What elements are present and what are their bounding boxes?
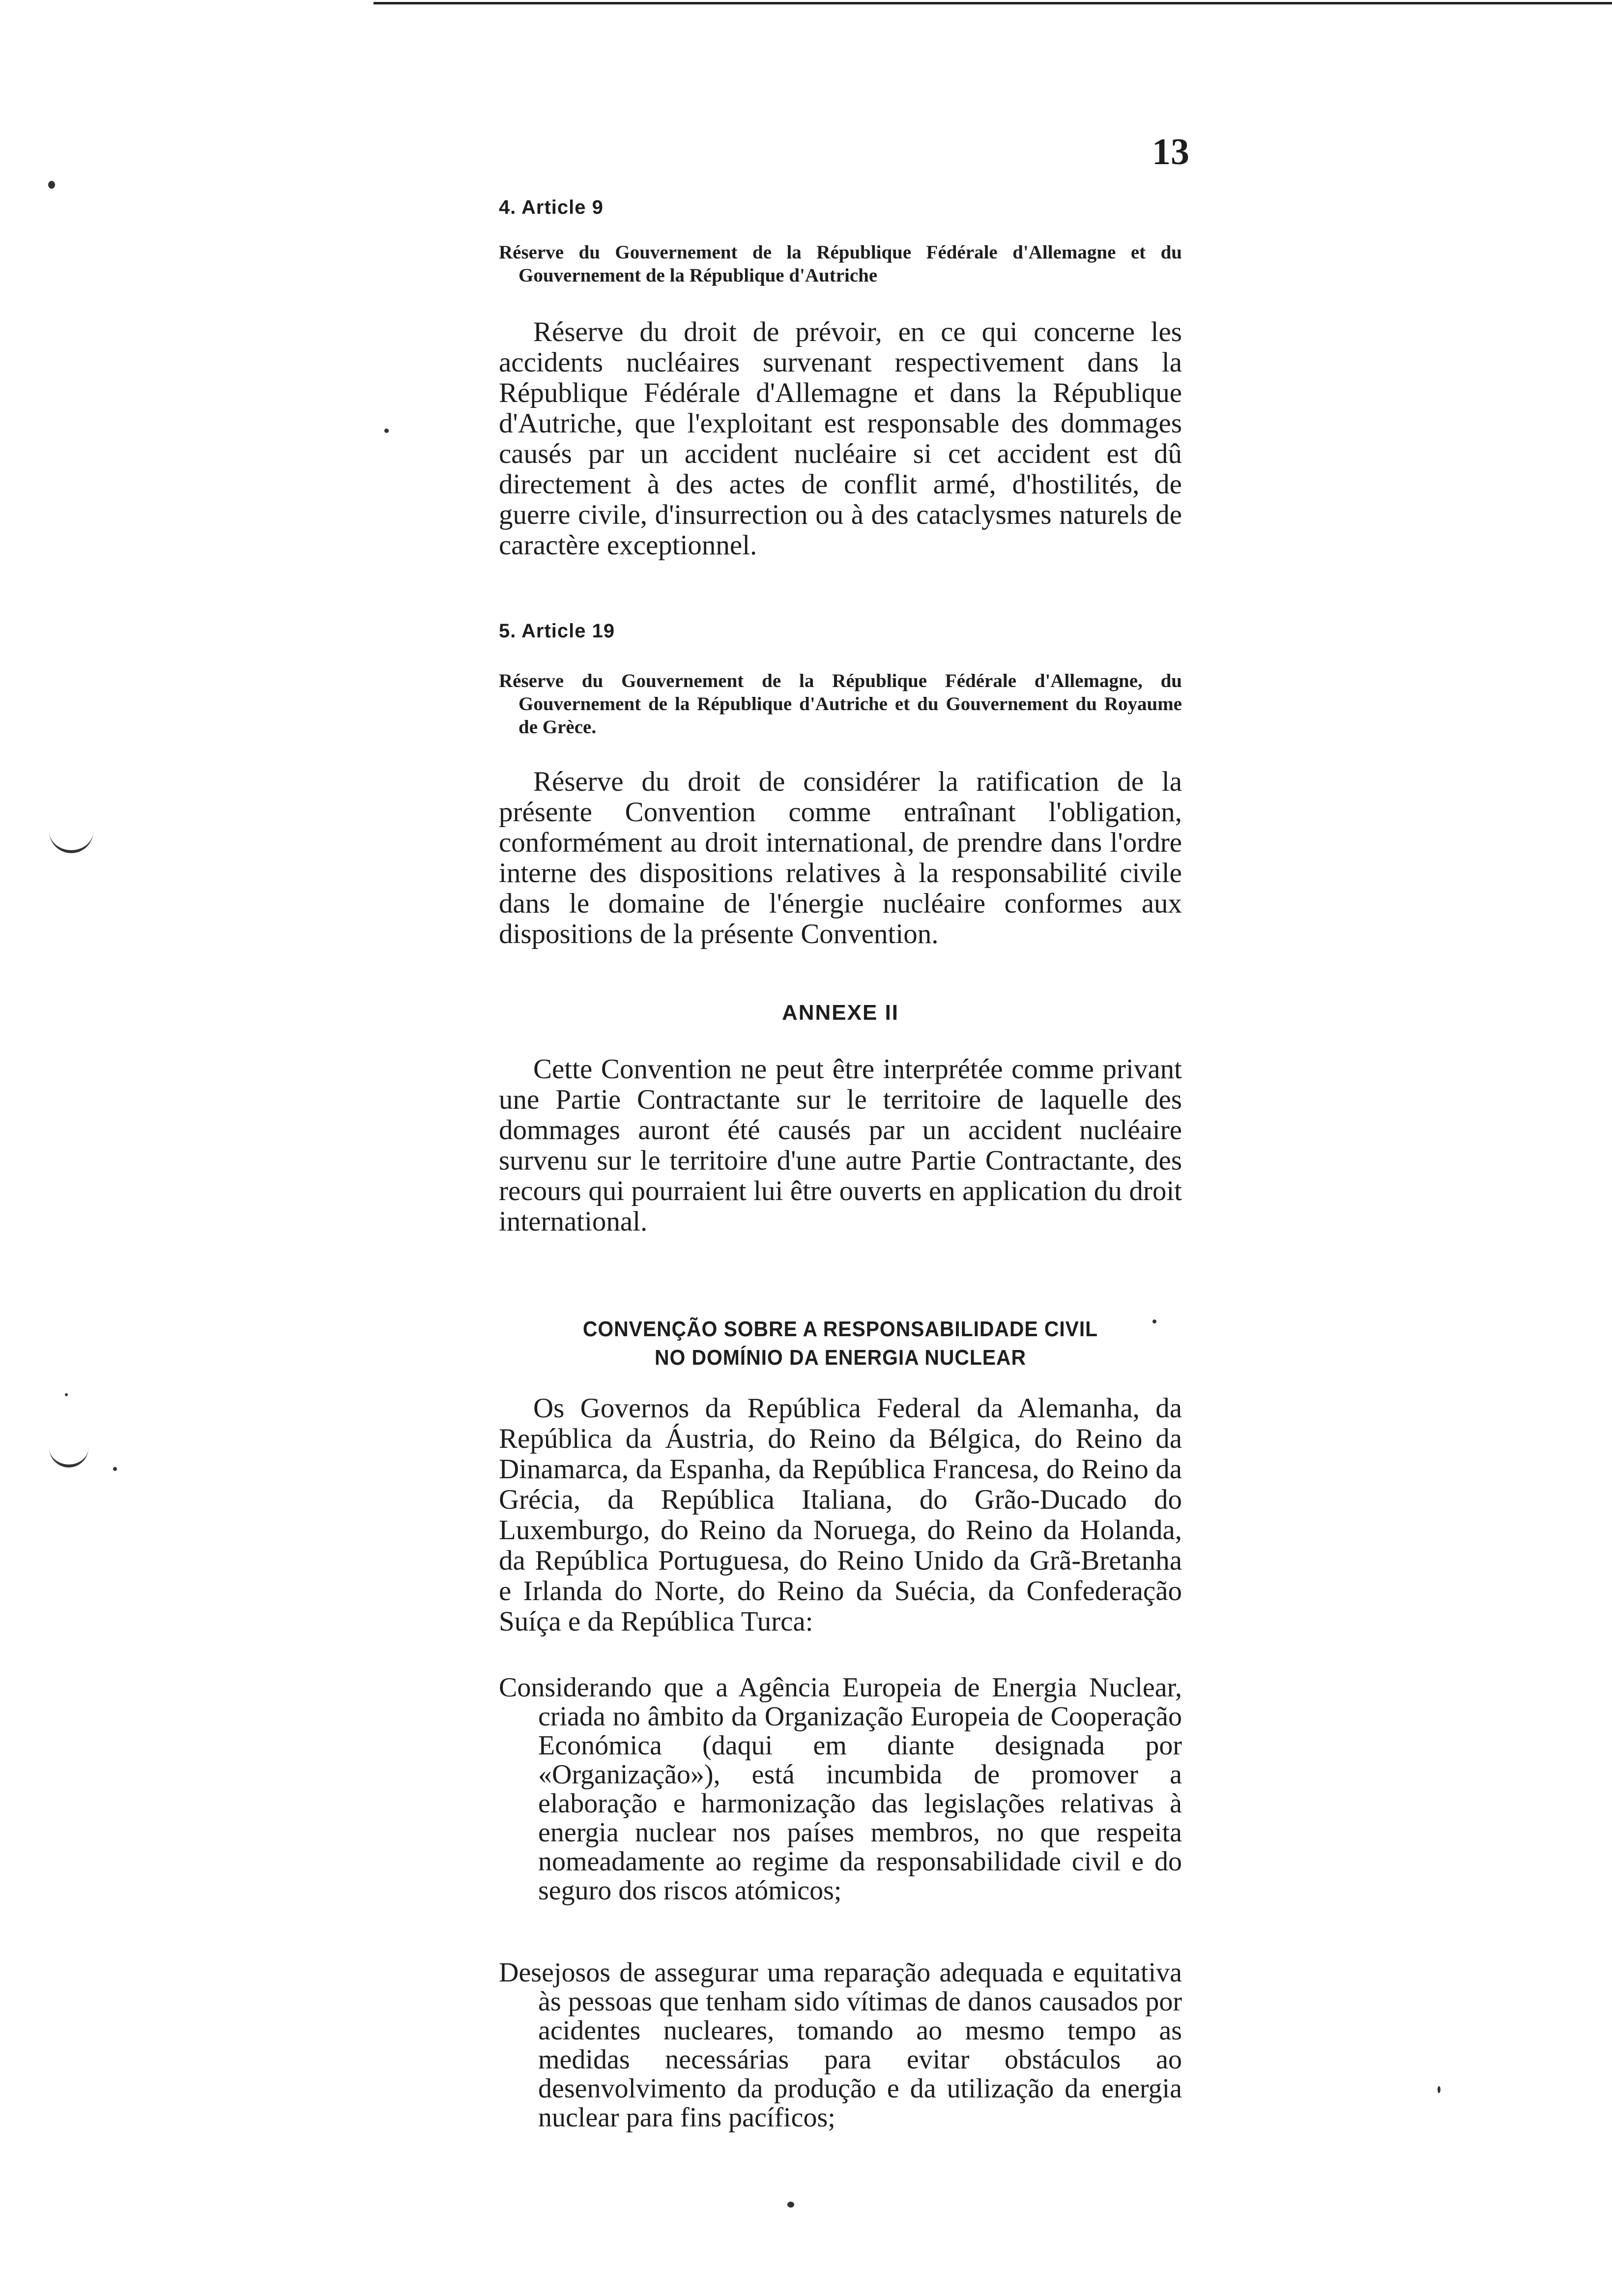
article-9-body-block [499,317,1182,561]
scan-speck [1152,1320,1156,1323]
article-19-heading: 5. Article 19 [499,620,615,642]
article-19-body-block [499,767,1182,949]
section-article-19 [499,620,1182,642]
convention-pt-parties: Os Governos da República Federal da Alemanha, da República da Áustria, do Reino da Bélgica, do Reino da Dinamarca, da Espanha, da República Francesa, do Reino da Grécia, da República Italiana, do Grão-Ducado do Luxemburgo, do Reino da Noruega, do Reino da Holanda, da República Portuguesa, do Reino Unido da Grã-Bretanha e Irlanda do Norte, do Reino da Suécia, da Confederação Suíça e da República Turca: [499,1393,1182,1637]
convention-pt-title [499,1315,1182,1372]
article-19-reserve [499,669,1182,739]
page-number: 13 [1152,131,1189,172]
scan-speck [787,2202,794,2208]
scan-mark [49,816,93,853]
scan-speck [65,1393,68,1396]
scan-speck [48,181,55,189]
article-9-reserve [499,241,1182,287]
article-9-heading: 4. Article 9 [499,197,604,218]
scan-speck [384,429,389,433]
convention-pt-considerando-block [499,1673,1182,1905]
convention-pt-considerando: Considerando que a Agência Europeia de Energia Nuclear, criada no âmbito da Organização Europeia de Cooperação Económica (daqui em diante designada por «Organização»), está incumbida de promover a elaboração e harmonização das legislações relativas à energia nuclear nos países membros, no que respeita nomeadamente ao regime da responsabilidade civil e do seguro dos riscos atómicos; [499,1672,1182,1906]
article-9-body: Réserve du droit de prévoir, en ce qui concerne les accidents nucléaires survenant respectivement dans la République Fédérale d'Allemagne et dans la République d'Autriche, que l'exploitant est responsable des dommages causés par un accident nucléaire si cet accident est dû directement à des actes de conflit armé, d'hostilités, de guerre civile, d'insurrection ou à des cataclysmes naturels de caractère exceptionnel. [499,316,1182,561]
convention-pt-desejosos-block [499,1958,1182,2132]
article-19-body: Réserve du droit de considérer la ratification de la présente Convention comme entraînant l'obligation, conformément au droit international, de prendre dans l'ordre interne des dispositions relatives à la responsabilité civile dans le domaine de l'énergie nucléaire conformes aux dispositions de la présente Convention. [499,766,1182,949]
section-article-9 [499,197,1182,219]
convention-pt-desejosos: Desejosos de assegurar uma reparação adequada e equitativa às pessoas que tenham sido vítimas de danos causados por acidentes nucleares, tomando ao mesmo tempo as medidas necessárias para evitar obstáculos ao desenvolvimento da produção e da utilização da energia nuclear para fins pacíficos; [499,1957,1182,2133]
annex-ii-title: ANNEXE II [781,1001,899,1025]
article-19-reserve-title: Réserve du Gouvernement de la République Fédérale d'Allemagne, du Gouvernement de la République d'Autriche et du Gouvernement du Royaume de Grèce. [499,670,1182,738]
annex-ii-body: Cette Convention ne peut être interprétée comme privant une Partie Contractante sur le territoire de laquelle des dommages auront été causés par un accident nucléaire survenu sur le territoire d'une autre Partie Contractante, des recours qui pourraient lui être ouverts en application du droit international. [499,1054,1182,1237]
top-rule [374,2,1612,4]
scan-speck [1438,2086,1440,2093]
article-9-reserve-title: Réserve du Gouvernement de la République Fédérale d'Allemagne et du Gouvernement de la République d'Autriche [499,242,1182,286]
annex-ii-heading-block [499,1001,1182,1025]
scan-speck [113,1467,117,1471]
scan-mark [49,1435,88,1467]
convention-pt-title-line-2: NO DOMÍNIO DA ENERGIA NUCLEAR [655,1346,1026,1370]
convention-pt-parties-block [499,1393,1182,1637]
convention-pt-title-line-1: CONVENÇÃO SOBRE A RESPONSABILIDADE CIVIL [582,1317,1098,1341]
annex-ii-body-block [499,1054,1182,1237]
